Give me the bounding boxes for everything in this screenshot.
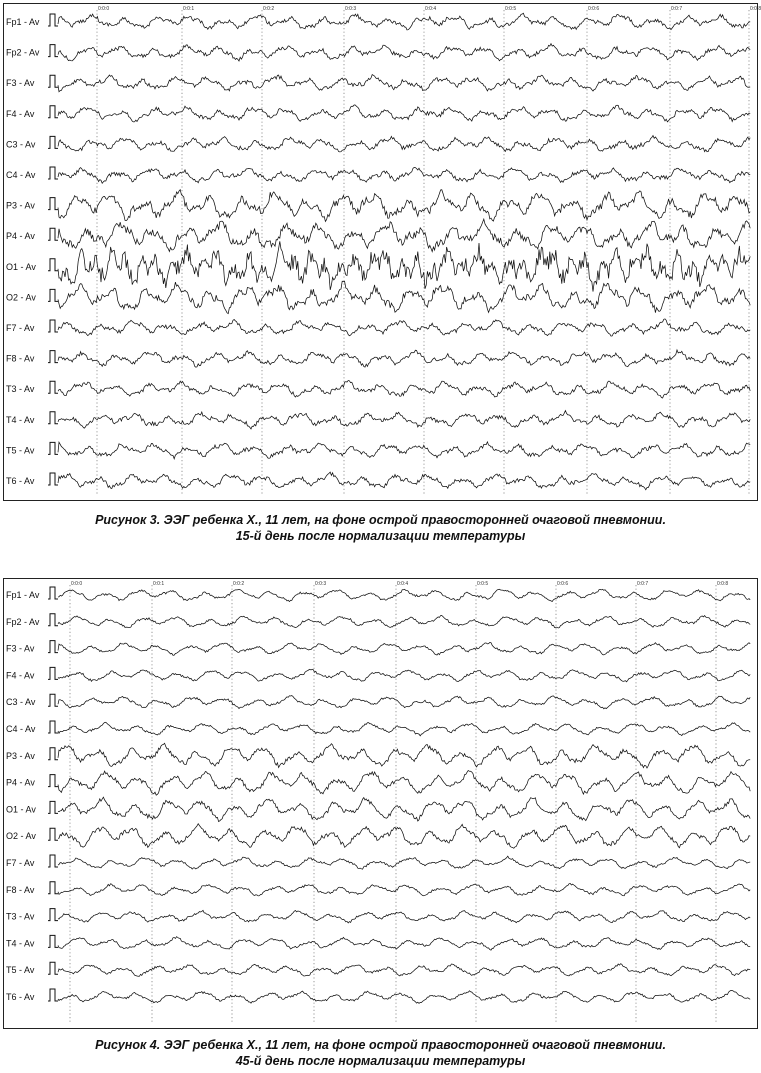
eeg-panel-figure-4: [3, 578, 758, 1029]
eeg-trace: [58, 13, 750, 30]
calibration-pulse: [48, 801, 58, 813]
channel-label: P3 - Av: [6, 750, 35, 761]
eeg-trace: [58, 319, 750, 336]
channel-label: T3 - Av: [6, 911, 35, 922]
time-mark-label: 0:0:4: [425, 6, 437, 12]
channel-label: F3 - Av: [6, 643, 35, 654]
eeg-trace: [58, 910, 750, 923]
time-mark-label: 0:0:6: [557, 581, 569, 587]
calibration-pulse: [48, 289, 58, 301]
time-mark-label: 0:0:7: [637, 581, 649, 587]
eeg-trace: [58, 696, 750, 709]
time-mark-label: 0:0:5: [477, 581, 489, 587]
caption-figure-4-line-2: 45-й день после нормализации температуры: [235, 1054, 526, 1068]
calibration-pulse: [48, 855, 58, 867]
channel-label: C3 - Av: [6, 139, 36, 150]
calibration-pulse: [48, 614, 58, 626]
caption-figure-4: [0, 1037, 761, 1069]
caption-figure-3-line-2: 15-й день после нормализации температуры: [235, 529, 526, 543]
eeg-trace: [58, 722, 750, 736]
calibration-pulse: [48, 75, 58, 87]
caption-figure-3-line-1: Рисунок 3. ЭЭГ ребенка Х., 11 лет, на фоне острой правосторонней очаговой пневмонии.: [95, 513, 666, 527]
channel-label: F7 - Av: [6, 858, 35, 868]
channel-label: F4 - Av: [6, 108, 35, 119]
eeg-trace: [58, 75, 750, 92]
channel-label: O1 - Av: [6, 804, 36, 815]
time-mark-label: 0:0:6: [588, 6, 600, 12]
calibration-pulse: [48, 694, 58, 706]
calibration-pulse: [48, 198, 58, 210]
time-mark-label: 0:0:8: [750, 6, 761, 12]
calibration-pulse: [48, 587, 58, 599]
channel-label: F8 - Av: [6, 884, 35, 895]
eeg-panel-figure-3: [3, 3, 761, 501]
calibration-pulse: [48, 412, 58, 424]
caption-figure-3: [0, 512, 761, 544]
eeg-trace: [58, 190, 750, 222]
eeg-trace: [58, 937, 750, 950]
time-mark-label: 0:0:1: [183, 6, 195, 12]
eeg-trace: [58, 797, 750, 821]
eeg-trace: [58, 350, 750, 367]
calibration-pulse: [48, 259, 58, 271]
channel-label: C4 - Av: [6, 724, 36, 734]
calibration-pulse: [48, 351, 58, 363]
calibration-pulse: [48, 828, 58, 840]
caption-figure-4-line-1: Рисунок 4. ЭЭГ ребенка Х., 11 лет, на фоне острой правосторонней очаговой пневмонии.: [95, 1038, 666, 1052]
channel-label: F3 - Av: [6, 78, 35, 89]
time-mark-label: 0:0:1: [153, 581, 165, 587]
time-mark-label: 0:0:2: [233, 581, 245, 587]
calibration-pulse: [48, 136, 58, 148]
calibration-pulse: [48, 45, 58, 57]
channel-label: O1 - Av: [6, 261, 36, 272]
calibration-pulse: [48, 748, 58, 760]
calibration-pulse: [48, 106, 58, 118]
calibration-pulse: [48, 775, 58, 787]
channel-label: C4 - Av: [6, 170, 36, 180]
calibration-pulse: [48, 641, 58, 653]
eeg-trace: [58, 771, 750, 796]
calibration-pulse: [48, 228, 58, 240]
eeg-trace: [58, 411, 750, 429]
time-mark-label: 0:0:8: [717, 581, 729, 587]
channel-label: T4 - Av: [6, 414, 35, 425]
time-mark-label: 0:0:0: [71, 581, 83, 587]
calibration-pulse: [48, 14, 58, 26]
channel-label: C3 - Av: [6, 697, 36, 708]
time-mark-label: 0:0:7: [671, 6, 683, 12]
time-mark-label: 0:0:3: [345, 6, 357, 12]
eeg-trace: [58, 136, 750, 152]
channel-label: O2 - Av: [6, 831, 36, 842]
calibration-pulse: [48, 442, 58, 454]
channel-label: O2 - Av: [6, 292, 36, 303]
channel-label: T4 - Av: [6, 938, 35, 949]
eeg-trace: [58, 281, 750, 313]
calibration-pulse: [48, 962, 58, 974]
eeg-trace: [58, 241, 750, 291]
eeg-trace: [58, 105, 750, 122]
channel-label: Fp2 - Av: [6, 616, 40, 627]
channel-label: F7 - Av: [6, 323, 35, 333]
time-mark-label: 0:0:0: [98, 6, 110, 12]
eeg-trace: [58, 381, 750, 399]
time-mark-label: 0:0:4: [397, 581, 409, 587]
calibration-pulse: [48, 935, 58, 947]
channel-label: Fp1 - Av: [6, 17, 40, 27]
channel-label: P4 - Av: [6, 231, 35, 242]
calibration-pulse: [48, 909, 58, 921]
eeg-trace: [58, 856, 750, 869]
eeg-trace: [58, 589, 750, 601]
eeg-trace: [58, 616, 750, 629]
channel-label: T5 - Av: [6, 965, 35, 976]
calibration-pulse: [48, 989, 58, 1001]
eeg-trace: [58, 883, 750, 896]
channel-label: P4 - Av: [6, 777, 35, 788]
eeg-trace: [58, 642, 750, 655]
channel-label: Fp1 - Av: [6, 590, 40, 600]
time-mark-label: 0:0:3: [315, 581, 327, 587]
channel-label: T6 - Av: [6, 476, 35, 486]
eeg-trace: [58, 167, 750, 183]
calibration-pulse: [48, 320, 58, 332]
eeg-trace: [58, 964, 750, 977]
eeg-traces-figure-3: [4, 4, 761, 500]
calibration-pulse: [48, 473, 58, 485]
channel-label: T6 - Av: [6, 992, 35, 1002]
channel-label: P3 - Av: [6, 200, 35, 211]
channel-label: Fp2 - Av: [6, 47, 40, 58]
time-mark-label: 0:0:2: [263, 6, 275, 12]
channel-label: T3 - Av: [6, 384, 35, 395]
eeg-trace: [58, 743, 750, 768]
channel-label: T5 - Av: [6, 445, 35, 456]
calibration-pulse: [48, 667, 58, 679]
calibration-pulse: [48, 167, 58, 179]
eeg-trace: [58, 44, 750, 61]
calibration-pulse: [48, 721, 58, 733]
calibration-pulse: [48, 381, 58, 393]
eeg-trace: [58, 990, 750, 1003]
eeg-trace: [58, 442, 750, 459]
eeg-trace: [58, 472, 750, 490]
eeg-trace: [58, 669, 750, 682]
channel-label: F4 - Av: [6, 670, 35, 681]
eeg-traces-figure-4: [4, 579, 757, 1028]
channel-label: F8 - Av: [6, 353, 35, 364]
time-mark-label: 0:0:5: [505, 6, 517, 12]
eeg-trace: [58, 824, 750, 849]
calibration-pulse: [48, 882, 58, 894]
